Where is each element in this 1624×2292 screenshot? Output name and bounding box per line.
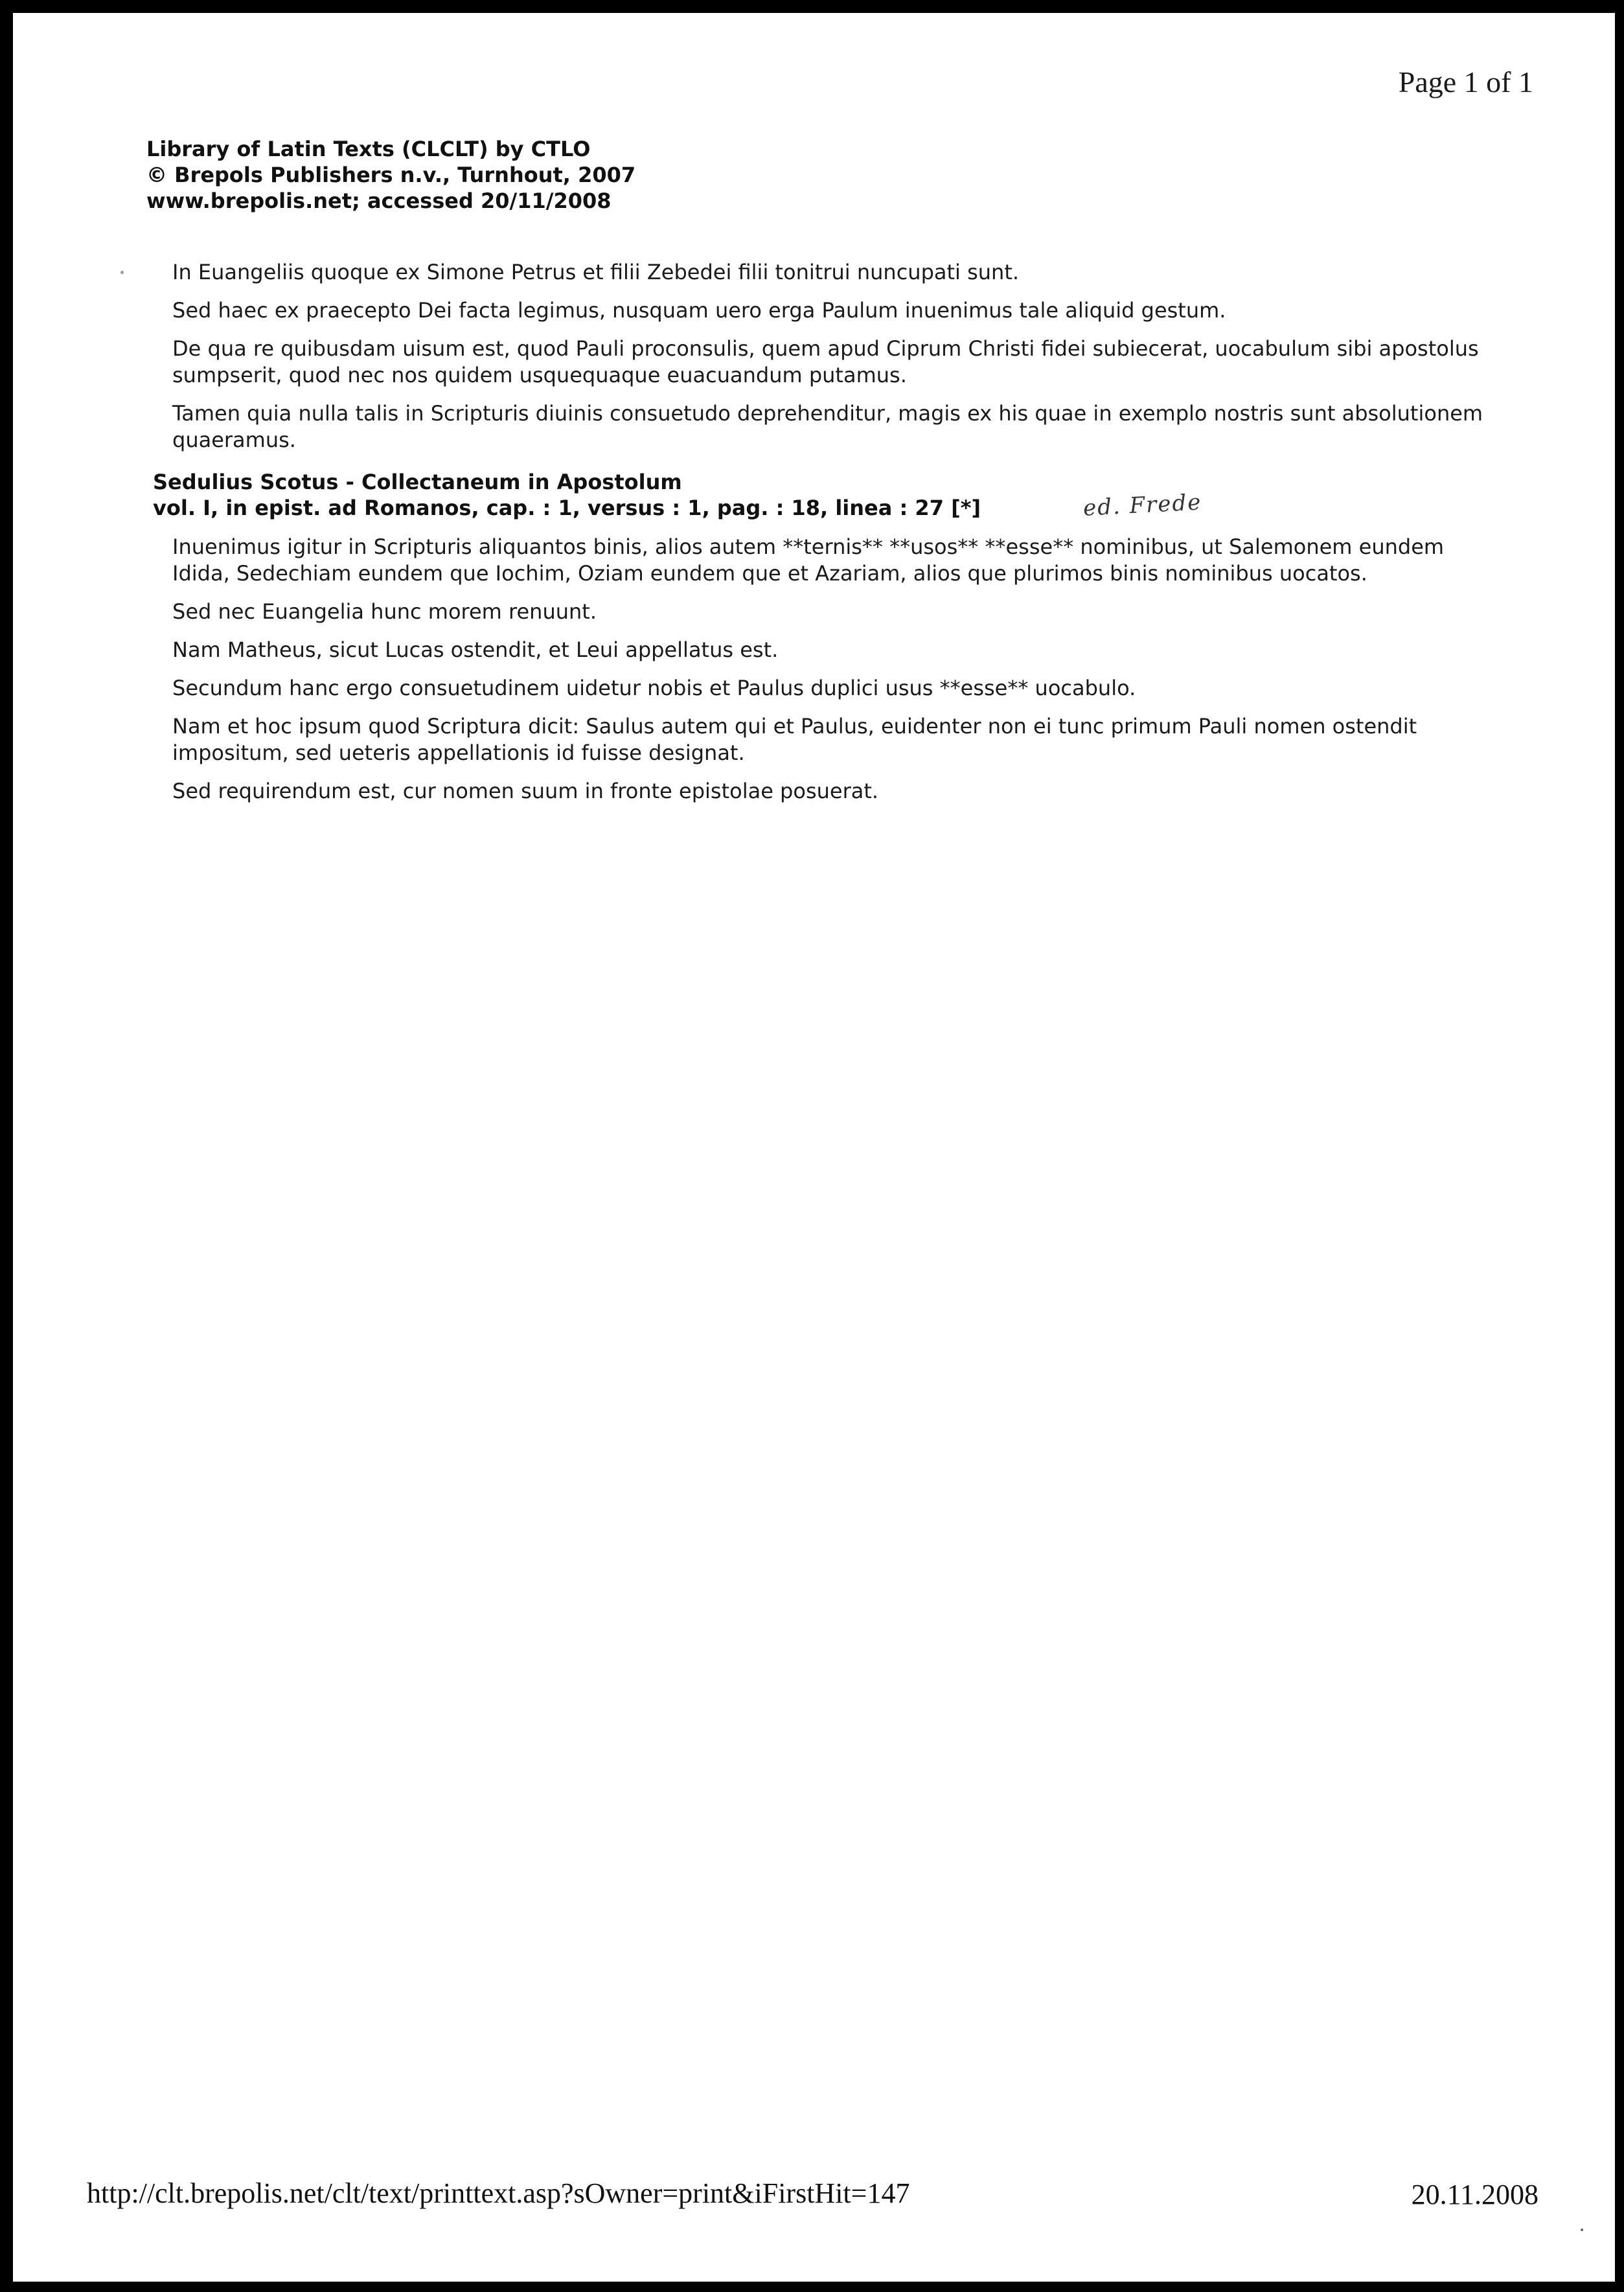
passage-paragraph: Sed nec Euangelia hunc morem renuunt. (172, 599, 597, 624)
passage-paragraph: Nam et hoc ipsum quod Scriptura dicit: Saulus autem qui et Paulus, euidenter non ei tunc primum Pauli nomen ostendit impositum, sed ueteris appellationis id fuisse designat. (172, 714, 1417, 765)
document-body (146, 259, 1494, 816)
passage-paragraph: Sed requirendum est, cur nomen suum in fronte epistolae posuerat. (172, 779, 879, 803)
passage-paragraph: Secundum hanc ergo consuetudinem uidetur nobis et Paulus duplici usus **esse** uocabulo. (172, 676, 1136, 700)
passage-paragraph: Nam Matheus, sicut Lucas ostendit, et Leui appellatus est. (172, 637, 779, 662)
passage-group-bottom (146, 534, 1494, 805)
passage-paragraph: Inuenimus igitur in Scripturis aliquantos binis, alios autem **ternis** **usos** **esse** nominibus, ut Salemonem eundem Idida, Sedechiam eundem que Iochim, Oziam eundem que et Azariam, alios que plurimos binis nominibus uocatos. (172, 534, 1445, 586)
page-number: Page 1 of 1 (1398, 65, 1533, 98)
document-header (146, 136, 635, 214)
passage-paragraph: De qua re quibusdam uisum est, quod Pauli proconsulis, quem apud Ciprum Christi fidei subiecerat, uocabulum sibi apostolus sumpserit, quod nec nos quidem usquequaque euacuandum putamus. (172, 336, 1479, 387)
header-library-title: Library of Latin Texts (CLCLT) by CTLO (146, 137, 591, 161)
citation-title: Sedulius Scotus - Collectaneum in Apostolum (153, 470, 682, 494)
header-access-info: www.brepolis.net; accessed 20/11/2008 (146, 189, 612, 213)
passage-paragraph: Tamen quia nulla talis in Scripturis diuinis consuetudo deprehenditur, magis ex his quae in exemplo nostris sunt absolutionem quaeramus. (172, 401, 1483, 452)
passage-paragraph: Sed haec ex praecepto Dei facta legimus, nusquam uero erga Paulum inuenimus tale aliquid gestum. (172, 298, 1226, 323)
citation-reference: vol. I, in epist. ad Romanos, cap. : 1, versus : 1, pag. : 18, linea : 27 [*] (153, 496, 981, 520)
scan-speck (120, 271, 124, 274)
passage-paragraph: In Euangeliis quoque ex Simone Petrus et filii Zebedei filii tonitrui nuncupati sunt. (172, 260, 1020, 284)
footer-url: http://clt.brepolis.net/clt/text/printtext.asp?sOwner=print&iFirstHit=147 (87, 2177, 910, 2209)
handwritten-note: ed. Frede (1082, 489, 1203, 521)
header-copyright: © Brepols Publishers n.v., Turnhout, 2007 (146, 163, 636, 187)
footer-date: 20.11.2008 (1411, 2179, 1538, 2210)
citation-block (153, 469, 1494, 521)
passage-group-top (146, 259, 1494, 453)
scan-speck (1581, 2229, 1583, 2231)
